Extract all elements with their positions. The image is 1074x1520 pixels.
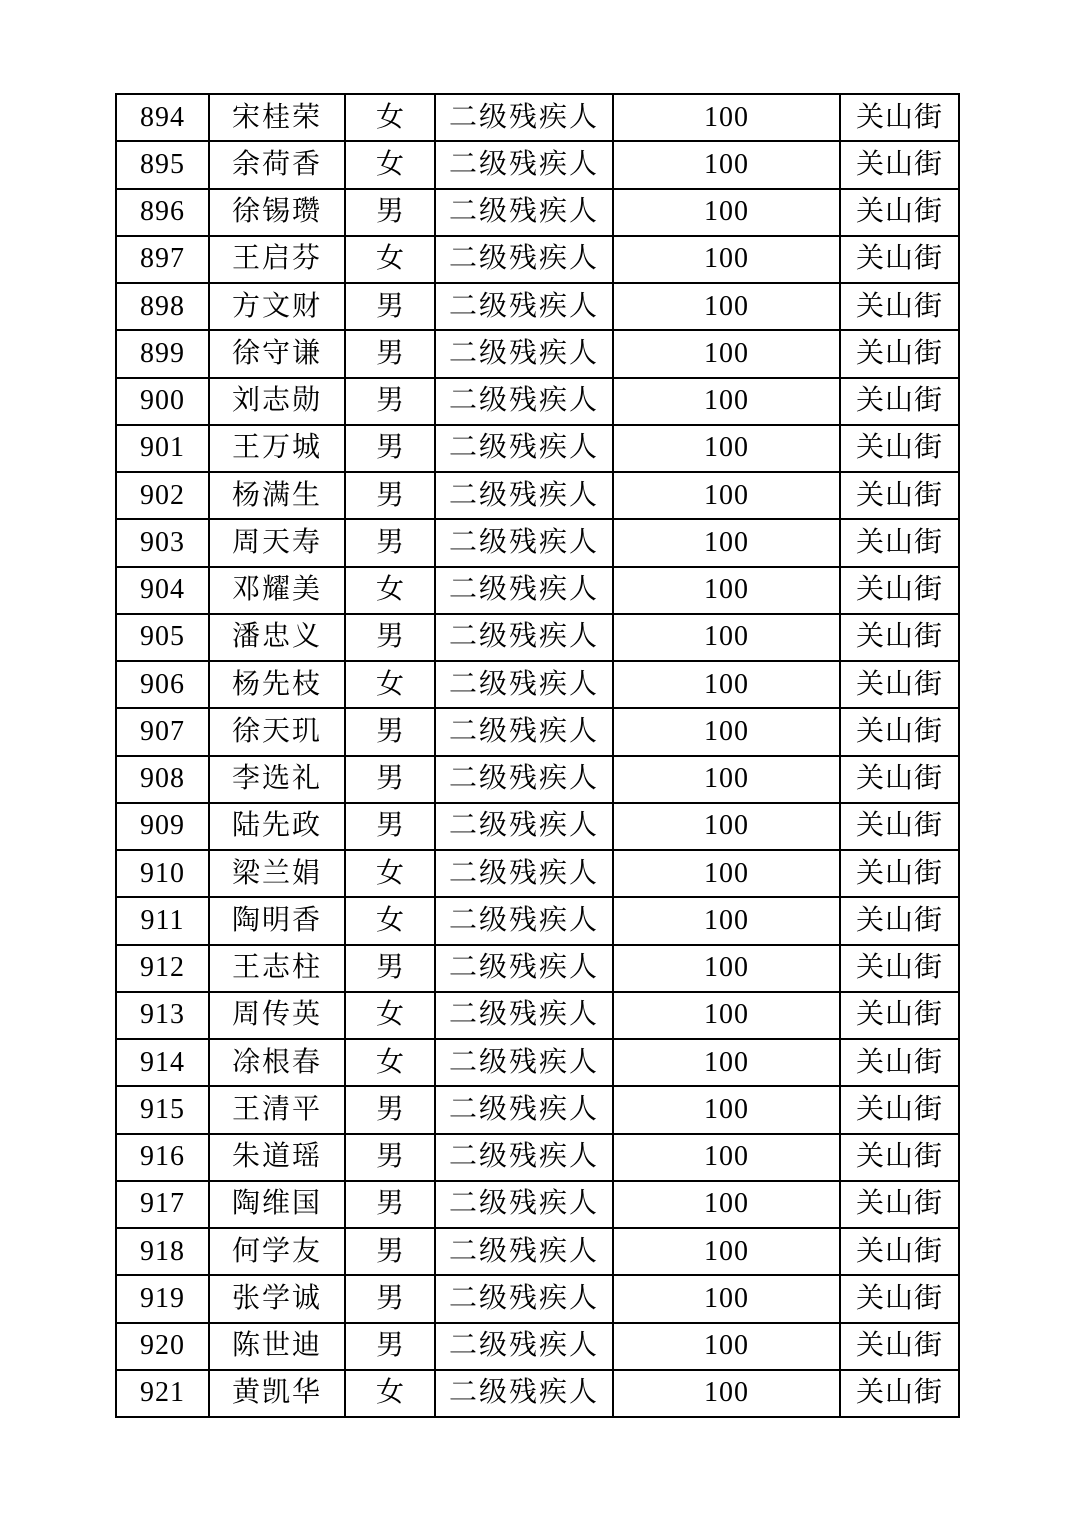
cell-name: 方文财 [209,283,345,330]
cell-amount: 100 [613,519,840,566]
cell-serial-number: 911 [116,897,209,944]
cell-amount: 100 [613,850,840,897]
table-row [116,756,959,803]
cell-name: 刘志勋 [209,378,345,425]
cell-gender: 男 [345,708,435,755]
cell-category: 二级残疾人 [435,756,613,803]
table-row [116,330,959,377]
cell-street: 关山街 [840,1323,959,1370]
cell-name: 朱道瑶 [209,1134,345,1181]
cell-street: 关山街 [840,661,959,708]
table-row [116,236,959,283]
cell-amount: 100 [613,378,840,425]
table-row [116,897,959,944]
cell-gender: 女 [345,661,435,708]
cell-name: 余荷香 [209,141,345,188]
cell-category: 二级残疾人 [435,1275,613,1322]
cell-amount: 100 [613,945,840,992]
cell-street: 关山街 [840,519,959,566]
cell-amount: 100 [613,708,840,755]
cell-category: 二级残疾人 [435,94,613,141]
cell-serial-number: 915 [116,1086,209,1133]
table-row [116,1181,959,1228]
cell-name: 杨满生 [209,472,345,519]
cell-gender: 男 [345,519,435,566]
cell-gender: 男 [345,1181,435,1228]
cell-gender: 女 [345,567,435,614]
cell-serial-number: 916 [116,1134,209,1181]
cell-amount: 100 [613,897,840,944]
cell-name: 陶维国 [209,1181,345,1228]
cell-name: 梁兰娟 [209,850,345,897]
cell-name: 徐守谦 [209,330,345,377]
cell-category: 二级残疾人 [435,661,613,708]
cell-street: 关山街 [840,283,959,330]
cell-name: 周传英 [209,992,345,1039]
cell-street: 关山街 [840,1370,959,1417]
cell-gender: 女 [345,236,435,283]
cell-amount: 100 [613,1275,840,1322]
table-row [116,708,959,755]
cell-amount: 100 [613,236,840,283]
table-row [116,378,959,425]
cell-serial-number: 905 [116,614,209,661]
cell-category: 二级残疾人 [435,1039,613,1086]
cell-gender: 男 [345,283,435,330]
cell-serial-number: 909 [116,803,209,850]
cell-category: 二级残疾人 [435,519,613,566]
cell-name: 王万城 [209,425,345,472]
cell-amount: 100 [613,1228,840,1275]
cell-name: 徐天玑 [209,708,345,755]
cell-amount: 100 [613,472,840,519]
table-row [116,283,959,330]
table-row [116,1086,959,1133]
cell-gender: 男 [345,945,435,992]
cell-gender: 女 [345,1370,435,1417]
table-row [116,472,959,519]
cell-street: 关山街 [840,897,959,944]
table-body [116,94,959,1417]
cell-street: 关山街 [840,472,959,519]
cell-amount: 100 [613,425,840,472]
cell-amount: 100 [613,1039,840,1086]
cell-category: 二级残疾人 [435,141,613,188]
cell-name: 何学友 [209,1228,345,1275]
cell-gender: 女 [345,1039,435,1086]
cell-serial-number: 897 [116,236,209,283]
cell-category: 二级残疾人 [435,1134,613,1181]
cell-category: 二级残疾人 [435,1370,613,1417]
cell-amount: 100 [613,189,840,236]
cell-name: 宋桂荣 [209,94,345,141]
cell-serial-number: 901 [116,425,209,472]
table-row [116,945,959,992]
cell-gender: 男 [345,1228,435,1275]
cell-gender: 男 [345,378,435,425]
cell-category: 二级残疾人 [435,945,613,992]
cell-street: 关山街 [840,756,959,803]
cell-amount: 100 [613,94,840,141]
cell-amount: 100 [613,330,840,377]
cell-street: 关山街 [840,94,959,141]
cell-serial-number: 919 [116,1275,209,1322]
cell-gender: 女 [345,897,435,944]
cell-street: 关山街 [840,803,959,850]
cell-category: 二级残疾人 [435,803,613,850]
cell-gender: 男 [345,1323,435,1370]
table-row [116,614,959,661]
cell-amount: 100 [613,803,840,850]
cell-street: 关山街 [840,1086,959,1133]
cell-serial-number: 894 [116,94,209,141]
cell-street: 关山街 [840,236,959,283]
cell-name: 王志柱 [209,945,345,992]
cell-street: 关山街 [840,1181,959,1228]
cell-street: 关山街 [840,330,959,377]
cell-category: 二级残疾人 [435,1228,613,1275]
cell-street: 关山街 [840,567,959,614]
cell-name: 杨先枝 [209,661,345,708]
cell-gender: 男 [345,1275,435,1322]
cell-name: 王启芬 [209,236,345,283]
table-row [116,1228,959,1275]
cell-gender: 女 [345,141,435,188]
table-row [116,1134,959,1181]
cell-name: 潘忠义 [209,614,345,661]
table-row [116,1039,959,1086]
cell-category: 二级残疾人 [435,708,613,755]
cell-amount: 100 [613,614,840,661]
cell-serial-number: 912 [116,945,209,992]
cell-name: 王清平 [209,1086,345,1133]
cell-serial-number: 906 [116,661,209,708]
cell-category: 二级残疾人 [435,614,613,661]
cell-street: 关山街 [840,945,959,992]
cell-category: 二级残疾人 [435,1086,613,1133]
cell-category: 二级残疾人 [435,330,613,377]
cell-street: 关山街 [840,614,959,661]
cell-gender: 女 [345,992,435,1039]
cell-serial-number: 902 [116,472,209,519]
cell-street: 关山街 [840,1228,959,1275]
cell-category: 二级残疾人 [435,897,613,944]
cell-serial-number: 898 [116,283,209,330]
cell-gender: 男 [345,756,435,803]
cell-serial-number: 895 [116,141,209,188]
cell-amount: 100 [613,1370,840,1417]
cell-street: 关山街 [840,1134,959,1181]
cell-serial-number: 921 [116,1370,209,1417]
cell-serial-number: 917 [116,1181,209,1228]
table-row [116,803,959,850]
cell-gender: 男 [345,425,435,472]
cell-category: 二级残疾人 [435,850,613,897]
table-row [116,425,959,472]
cell-name: 邓耀美 [209,567,345,614]
table-row [116,1275,959,1322]
cell-amount: 100 [613,1323,840,1370]
cell-category: 二级残疾人 [435,1181,613,1228]
cell-serial-number: 914 [116,1039,209,1086]
cell-name: 周天寿 [209,519,345,566]
cell-serial-number: 910 [116,850,209,897]
cell-category: 二级残疾人 [435,472,613,519]
table-row [116,850,959,897]
cell-amount: 100 [613,1134,840,1181]
cell-category: 二级残疾人 [435,189,613,236]
table-row [116,94,959,141]
cell-serial-number: 896 [116,189,209,236]
table-row [116,141,959,188]
table-row [116,992,959,1039]
cell-category: 二级残疾人 [435,283,613,330]
cell-amount: 100 [613,283,840,330]
cell-serial-number: 899 [116,330,209,377]
cell-gender: 男 [345,614,435,661]
cell-name: 张学诚 [209,1275,345,1322]
table-row [116,661,959,708]
cell-name: 陶明香 [209,897,345,944]
cell-serial-number: 907 [116,708,209,755]
cell-gender: 男 [345,803,435,850]
cell-name: 徐锡瓒 [209,189,345,236]
cell-amount: 100 [613,1181,840,1228]
cell-gender: 男 [345,1134,435,1181]
table-row [116,189,959,236]
cell-serial-number: 908 [116,756,209,803]
cell-amount: 100 [613,141,840,188]
cell-category: 二级残疾人 [435,567,613,614]
cell-street: 关山街 [840,708,959,755]
cell-category: 二级残疾人 [435,1323,613,1370]
cell-serial-number: 903 [116,519,209,566]
cell-amount: 100 [613,992,840,1039]
cell-street: 关山街 [840,378,959,425]
cell-serial-number: 918 [116,1228,209,1275]
table-row [116,1370,959,1417]
cell-name: 黄凯华 [209,1370,345,1417]
cell-amount: 100 [613,661,840,708]
cell-serial-number: 904 [116,567,209,614]
cell-gender: 男 [345,189,435,236]
table-row [116,519,959,566]
cell-name: 陈世迪 [209,1323,345,1370]
table-row [116,567,959,614]
cell-category: 二级残疾人 [435,425,613,472]
cell-street: 关山街 [840,1039,959,1086]
cell-gender: 女 [345,850,435,897]
cell-amount: 100 [613,1086,840,1133]
cell-serial-number: 913 [116,992,209,1039]
cell-category: 二级残疾人 [435,992,613,1039]
benefit-roster-table [115,93,960,1418]
cell-street: 关山街 [840,992,959,1039]
cell-street: 关山街 [840,425,959,472]
cell-serial-number: 900 [116,378,209,425]
cell-category: 二级残疾人 [435,378,613,425]
cell-serial-number: 920 [116,1323,209,1370]
cell-street: 关山街 [840,141,959,188]
cell-street: 关山街 [840,189,959,236]
cell-gender: 女 [345,94,435,141]
cell-amount: 100 [613,567,840,614]
cell-gender: 男 [345,330,435,377]
cell-amount: 100 [613,756,840,803]
cell-street: 关山街 [840,850,959,897]
cell-street: 关山街 [840,1275,959,1322]
cell-name: 李选礼 [209,756,345,803]
cell-name: 陆先政 [209,803,345,850]
cell-gender: 男 [345,472,435,519]
table-row [116,1323,959,1370]
cell-name: 凃根春 [209,1039,345,1086]
cell-gender: 男 [345,1086,435,1133]
cell-category: 二级残疾人 [435,236,613,283]
